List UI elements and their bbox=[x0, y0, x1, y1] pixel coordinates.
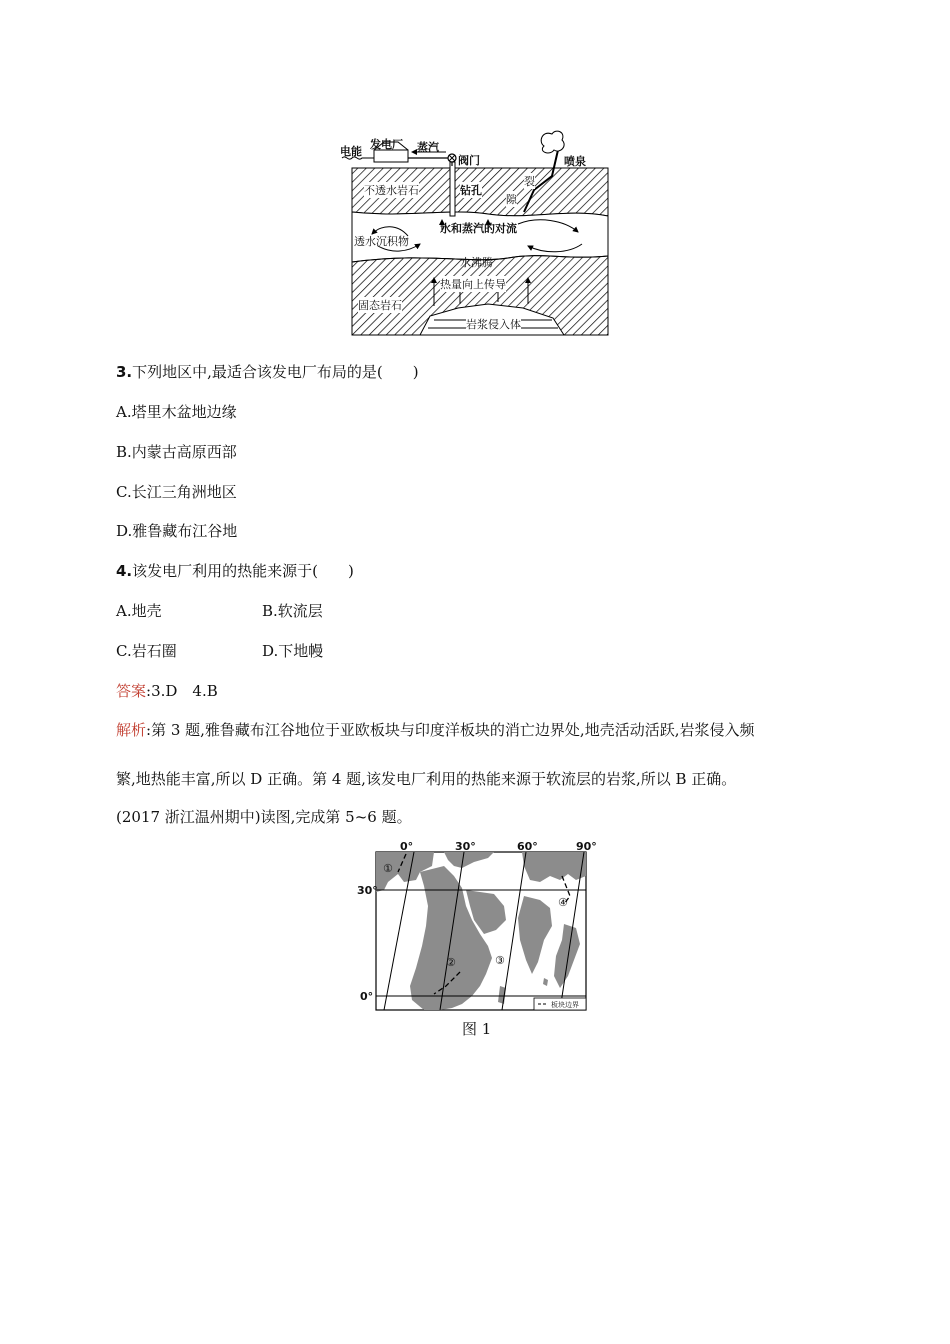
map-legend: 板块边界 bbox=[551, 1001, 579, 1009]
analysis-line-2: 繁,地热能丰富,所以 D 正确。第 4 题,该发电厂利用的热能来源于软流层的岩浆,所以 B 正确。 bbox=[116, 770, 737, 788]
label-fountain: 喷泉 bbox=[564, 155, 586, 168]
map-marker-3: ③ bbox=[495, 954, 505, 967]
question-3-text: 下列地区中,最适合该发电厂布局的是( ) bbox=[132, 363, 419, 381]
q3-option-c: C.长江三角洲地区 bbox=[116, 483, 237, 501]
question-4-text: 该发电厂利用的热能来源于( ) bbox=[132, 562, 354, 580]
map-lon-90: 90° bbox=[576, 840, 597, 853]
map-lon-30: 30° bbox=[455, 840, 476, 853]
label-valve: 阀门 bbox=[458, 154, 480, 167]
label-convection: 水和蒸汽的对流 bbox=[440, 222, 517, 235]
q3-option-b: B.内蒙古高原西部 bbox=[116, 443, 237, 461]
label-boiling: 水沸腾 bbox=[460, 256, 493, 269]
label-heat-up: 热量向上传导 bbox=[440, 278, 506, 291]
label-steam: 蒸汽 bbox=[417, 141, 439, 154]
question-3-number: 3. bbox=[116, 363, 133, 381]
label-crack-1: 裂 bbox=[524, 175, 535, 188]
intro-line: (2017 浙江温州期中)读图,完成第 5~6 题。 bbox=[116, 808, 412, 826]
q4-option-a: A.地壳 bbox=[116, 602, 162, 620]
map-marker-4: ④ bbox=[558, 896, 568, 909]
q4-option-d: D.下地幔 bbox=[262, 642, 324, 660]
q3-option-d: D.雅鲁藏布江谷地 bbox=[116, 522, 238, 540]
question-4-number: 4. bbox=[116, 562, 133, 580]
map-lat-30: 30° bbox=[357, 884, 378, 897]
label-borehole: 钻孔 bbox=[460, 184, 482, 197]
q4-option-b: B.软流层 bbox=[262, 602, 323, 620]
analysis-text-1: :第 3 题,雅鲁藏布江谷地位于亚欧板块与印度洋板块的消亡边界处,地壳活动活跃,岩浆侵入频 bbox=[146, 721, 755, 739]
q4-option-c: C.岩石圈 bbox=[116, 642, 177, 660]
map-lat-0: 0° bbox=[360, 990, 374, 1003]
map-marker-2: ② bbox=[446, 956, 456, 969]
map-marker-1: ① bbox=[383, 862, 393, 875]
analysis-line-1 bbox=[116, 719, 754, 740]
question-4 bbox=[116, 560, 354, 581]
question-3 bbox=[116, 361, 419, 382]
map-lon-60: 60° bbox=[517, 840, 538, 853]
map-lon-0: 0° bbox=[400, 840, 414, 853]
map-caption: 图 1 bbox=[462, 1020, 492, 1038]
label-solid-rock: 固态岩石 bbox=[358, 299, 402, 312]
label-crack-2: 隙 bbox=[506, 193, 517, 206]
label-permeable: 透水沉积物 bbox=[354, 235, 409, 248]
label-impermeable: 不透水岩石 bbox=[364, 184, 419, 197]
label-magma: 岩浆侵入体 bbox=[466, 318, 521, 331]
answer-label: 答案 bbox=[116, 682, 147, 700]
q3-option-a: A.塔里木盆地边缘 bbox=[116, 403, 237, 421]
answer-line bbox=[116, 680, 218, 701]
label-electric: 电能 bbox=[340, 145, 362, 158]
answer-text: :3.D 4.B bbox=[146, 682, 218, 700]
label-plant: 发电厂 bbox=[370, 138, 403, 151]
analysis-label: 解析 bbox=[116, 721, 147, 739]
